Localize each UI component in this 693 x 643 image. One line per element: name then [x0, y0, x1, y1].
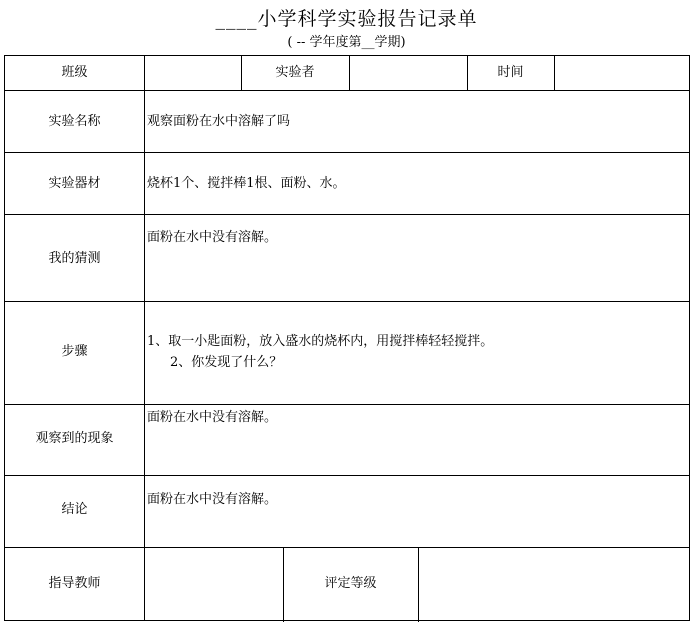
row-divider	[5, 404, 689, 405]
equipment-label: 实验器材	[48, 176, 101, 191]
row-divider	[5, 475, 689, 476]
guess-label: 我的猜测	[48, 251, 101, 266]
row-divider	[5, 547, 689, 548]
time-label: 时间	[497, 65, 524, 80]
row-divider	[5, 214, 689, 215]
report-title: ____小学科学实验报告记录单	[215, 8, 478, 30]
experiment-name-value: 观察面粉在水中溶解了吗	[147, 114, 291, 129]
class-label: 班级	[61, 65, 88, 80]
conclusion-label: 结论	[61, 502, 88, 517]
report-form-table	[4, 55, 690, 621]
school-year-subtitle: ( -- 学年度第__学期)	[287, 35, 406, 50]
conclusion-value: 面粉在水中没有溶解。	[147, 492, 278, 507]
experiment-name-label: 实验名称	[48, 114, 101, 129]
column-divider	[418, 547, 419, 622]
observation-label: 观察到的现象	[35, 431, 114, 446]
observation-value: 面粉在水中没有溶解。	[147, 410, 278, 425]
column-divider	[144, 56, 145, 620]
guess-value: 面粉在水中没有溶解。	[147, 230, 278, 245]
step-1-text: 1、取一小匙面粉，放入盛水的烧杯内，用搅拌棒轻轻搅拌。	[147, 334, 494, 349]
experimenter-label: 实验者	[275, 65, 315, 80]
row-divider	[5, 90, 689, 91]
column-divider	[554, 56, 555, 90]
row-divider	[5, 301, 689, 302]
column-divider	[349, 56, 350, 90]
steps-label: 步骤	[61, 344, 88, 359]
step-2-text: 2、你发现了什么？	[170, 355, 283, 370]
row-divider	[5, 152, 689, 153]
grade-label: 评定等级	[324, 576, 377, 591]
teacher-label: 指导教师	[48, 576, 101, 591]
equipment-value: 烧杯1个、搅拌棒1根、面粉、水。	[147, 176, 346, 191]
